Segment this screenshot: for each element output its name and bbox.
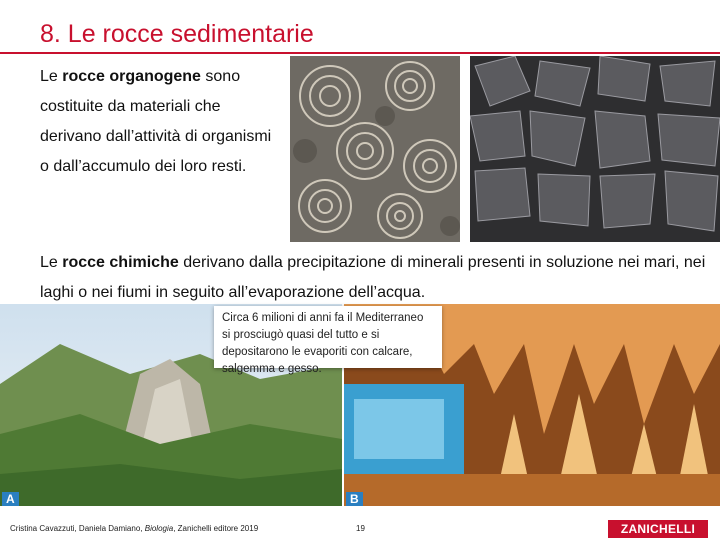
footer-credit	[10, 524, 258, 533]
credit-book: Biologia	[144, 524, 174, 533]
credit-publisher: , Zanichelli editore 2019	[173, 524, 259, 533]
page-title: 8. Le rocce sedimentarie	[40, 20, 314, 48]
organogene-paragraph	[40, 62, 280, 182]
title-divider	[0, 52, 720, 54]
organogene-term: rocce organogene	[62, 68, 201, 85]
evaporiti-callout: Circa 6 milioni di anni fa il Mediterraneo si prosciugò quasi del tutto e si depositarono le evaporiti con calcare, salgemma e gesso.	[214, 306, 442, 368]
chimiche-intro: Le	[40, 254, 63, 271]
organogene-intro: Le	[40, 68, 63, 85]
photo-label-a: A	[2, 492, 19, 506]
chimiche-text: derivano dalla precipitazione di minerali presenti in soluzione nei mari, nei laghi o nei fiumi in seguito all’evaporazione dell’acqua.	[40, 254, 706, 301]
page-number: 19	[356, 524, 365, 533]
credit-authors: Cristina Cavazzuti, Daniela Damiano,	[10, 524, 145, 533]
zanichelli-logo: ZANICHELLI	[608, 520, 708, 538]
ammonite-fossil-photo	[290, 56, 460, 242]
chimiche-term: rocce chimiche	[62, 254, 179, 271]
photo-label-b: B	[346, 492, 363, 506]
coal-photo	[470, 56, 720, 242]
chimiche-paragraph	[40, 248, 710, 308]
organogene-text: sono costituite da materiali che derivano dall’attività di organismi o dall’accumulo dei loro resti.	[40, 68, 272, 175]
